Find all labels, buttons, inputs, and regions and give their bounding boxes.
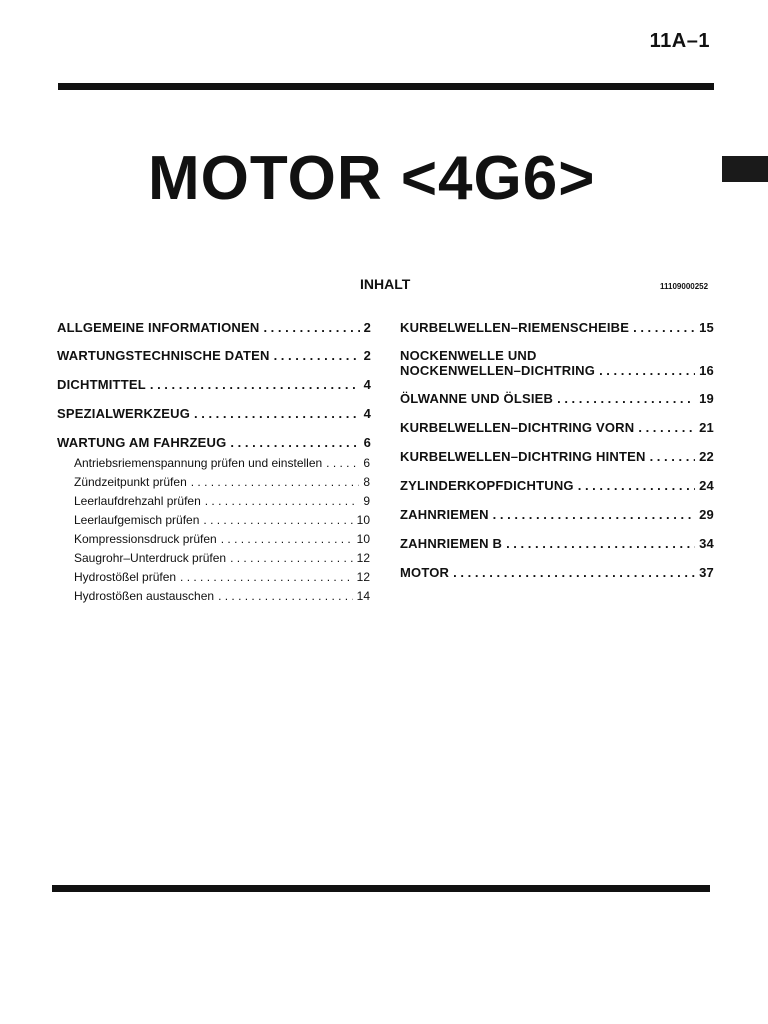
- toc-leader: [326, 456, 359, 471]
- toc-entry-page: 29: [699, 507, 714, 522]
- toc-subentry[interactable]: [74, 589, 370, 604]
- toc-entry[interactable]: [57, 435, 371, 450]
- toc-leader: [557, 391, 695, 406]
- toc-entry-label: MOTOR: [400, 565, 450, 580]
- toc-entry-label-line1: NOCKENWELLE UND: [400, 348, 537, 363]
- toc-entry-page: 24: [699, 478, 714, 493]
- toc-entry-page: 4: [363, 406, 371, 421]
- toc-subentry[interactable]: [74, 532, 370, 547]
- toc-entry[interactable]: [400, 348, 714, 378]
- toc-entry-label: ZAHNRIEMEN B: [400, 536, 503, 551]
- toc-subentry[interactable]: [74, 456, 370, 471]
- toc-leader: [633, 320, 695, 335]
- toc-leader: [263, 320, 359, 335]
- toc-subentry-page: 9: [363, 494, 370, 508]
- toc-entry[interactable]: [400, 391, 714, 406]
- toc-entry-label: ZAHNRIEMEN: [400, 507, 489, 522]
- toc-subentry[interactable]: [74, 494, 370, 509]
- toc-leader: [230, 551, 353, 566]
- top-rule: [58, 83, 714, 90]
- toc-subentry-page: 12: [356, 570, 370, 584]
- toc-entry[interactable]: [57, 320, 371, 335]
- toc-subentry-label: Leerlaufgemisch prüfen: [74, 513, 200, 527]
- toc-subentry-label: Saugrohr–Unterdruck prüfen: [74, 551, 227, 565]
- toc-entry[interactable]: [57, 348, 371, 363]
- document-code: 11109000252: [660, 282, 709, 291]
- toc-entry-page: 21: [699, 420, 714, 435]
- toc-subentry-page: 10: [356, 532, 370, 546]
- toc-entry-label: SPEZIALWERKZEUG: [57, 406, 191, 421]
- toc-entry-label: KURBELWELLEN–RIEMENSCHEIBE: [400, 320, 630, 335]
- contents-heading: INHALT: [360, 276, 411, 292]
- toc-leader: [150, 377, 360, 392]
- toc-subentry-page: 8: [363, 475, 370, 489]
- toc-entry-label: ZYLINDERKOPFDICHTUNG: [400, 478, 574, 493]
- section-thumb-tab: [722, 156, 768, 182]
- toc-leader: [221, 532, 353, 547]
- toc-leader: [218, 589, 353, 604]
- toc-leader: [578, 478, 695, 493]
- toc-subentry-label: Hydrostößel prüfen: [74, 570, 177, 584]
- bottom-rule: [52, 885, 710, 892]
- toc-entry-label: ALLGEMEINE INFORMATIONEN: [57, 320, 260, 335]
- toc-entry[interactable]: [57, 377, 371, 392]
- toc-leader: [493, 507, 695, 522]
- toc-subentry-page: 6: [363, 456, 370, 470]
- toc-entry-row2: [400, 363, 714, 378]
- toc-subentry-page: 12: [356, 551, 370, 565]
- toc-entry-page: 6: [363, 435, 371, 450]
- toc-entry-label: KURBELWELLEN–DICHTRING VORN: [400, 420, 635, 435]
- toc-entry[interactable]: [400, 565, 714, 580]
- toc-entry[interactable]: [400, 536, 714, 551]
- toc-leader: [599, 363, 695, 378]
- toc-subentry-label: Hydrostößen austauschen: [74, 589, 215, 603]
- toc-entry[interactable]: [400, 449, 714, 464]
- toc-subentry[interactable]: [74, 513, 370, 528]
- toc-entry-label: ÖLWANNE UND ÖLSIEB: [400, 391, 554, 406]
- toc-entry-page: 22: [699, 449, 714, 464]
- toc-entry-label: DICHTMITTEL: [57, 377, 146, 392]
- toc-entry-page: 2: [363, 348, 371, 363]
- toc-leader: [650, 449, 696, 464]
- toc-entry-page: 4: [363, 377, 371, 392]
- toc-leader: [638, 420, 695, 435]
- toc-leader: [194, 406, 360, 421]
- toc-subentry-label: Kompressionsdruck prüfen: [74, 532, 217, 546]
- toc-entry-page: 19: [699, 391, 714, 406]
- toc-subentry-label: Leerlaufdrehzahl prüfen: [74, 494, 201, 508]
- toc-subentry[interactable]: [74, 551, 370, 566]
- toc-leader: [203, 513, 352, 528]
- toc-leader: [205, 494, 360, 509]
- toc-entry-page: 15: [699, 320, 714, 335]
- toc-entry-label: KURBELWELLEN–DICHTRING HINTEN: [400, 449, 646, 464]
- page-number: 11A–1: [649, 30, 710, 52]
- toc-leader: [230, 435, 359, 450]
- toc-leader: [506, 536, 695, 551]
- toc-entry[interactable]: [400, 420, 714, 435]
- toc-entry-label: WARTUNG AM FAHRZEUG: [57, 435, 227, 450]
- toc-entry-label-line2: NOCKENWELLEN–DICHTRING: [400, 363, 596, 378]
- toc-entry-label: WARTUNGSTECHNISCHE DATEN: [57, 348, 270, 363]
- toc-entry-page: 16: [699, 363, 714, 378]
- toc-entry[interactable]: [400, 507, 714, 522]
- toc-entry-page: 34: [699, 536, 714, 551]
- page-title: MOTOR <4G6>: [148, 144, 596, 213]
- toc-entry-page: 37: [699, 565, 714, 580]
- toc-entry[interactable]: [400, 320, 714, 335]
- toc-entry[interactable]: [57, 406, 371, 421]
- toc-leader: [274, 348, 360, 363]
- toc-entry[interactable]: [400, 478, 714, 493]
- toc-entry-page: 2: [363, 320, 371, 335]
- toc-subentry[interactable]: [74, 475, 370, 490]
- toc-subentry-page: 10: [356, 513, 370, 527]
- toc-subentry-label: Zündzeitpunkt prüfen: [74, 475, 187, 489]
- toc-leader: [191, 475, 360, 490]
- toc-leader: [180, 570, 353, 585]
- toc-subentry-label: Antriebsriemenspannung prüfen und einstellen: [74, 456, 323, 470]
- toc-leader: [453, 565, 695, 580]
- toc-subentry-page: 14: [356, 589, 370, 603]
- toc-subentry[interactable]: [74, 570, 370, 585]
